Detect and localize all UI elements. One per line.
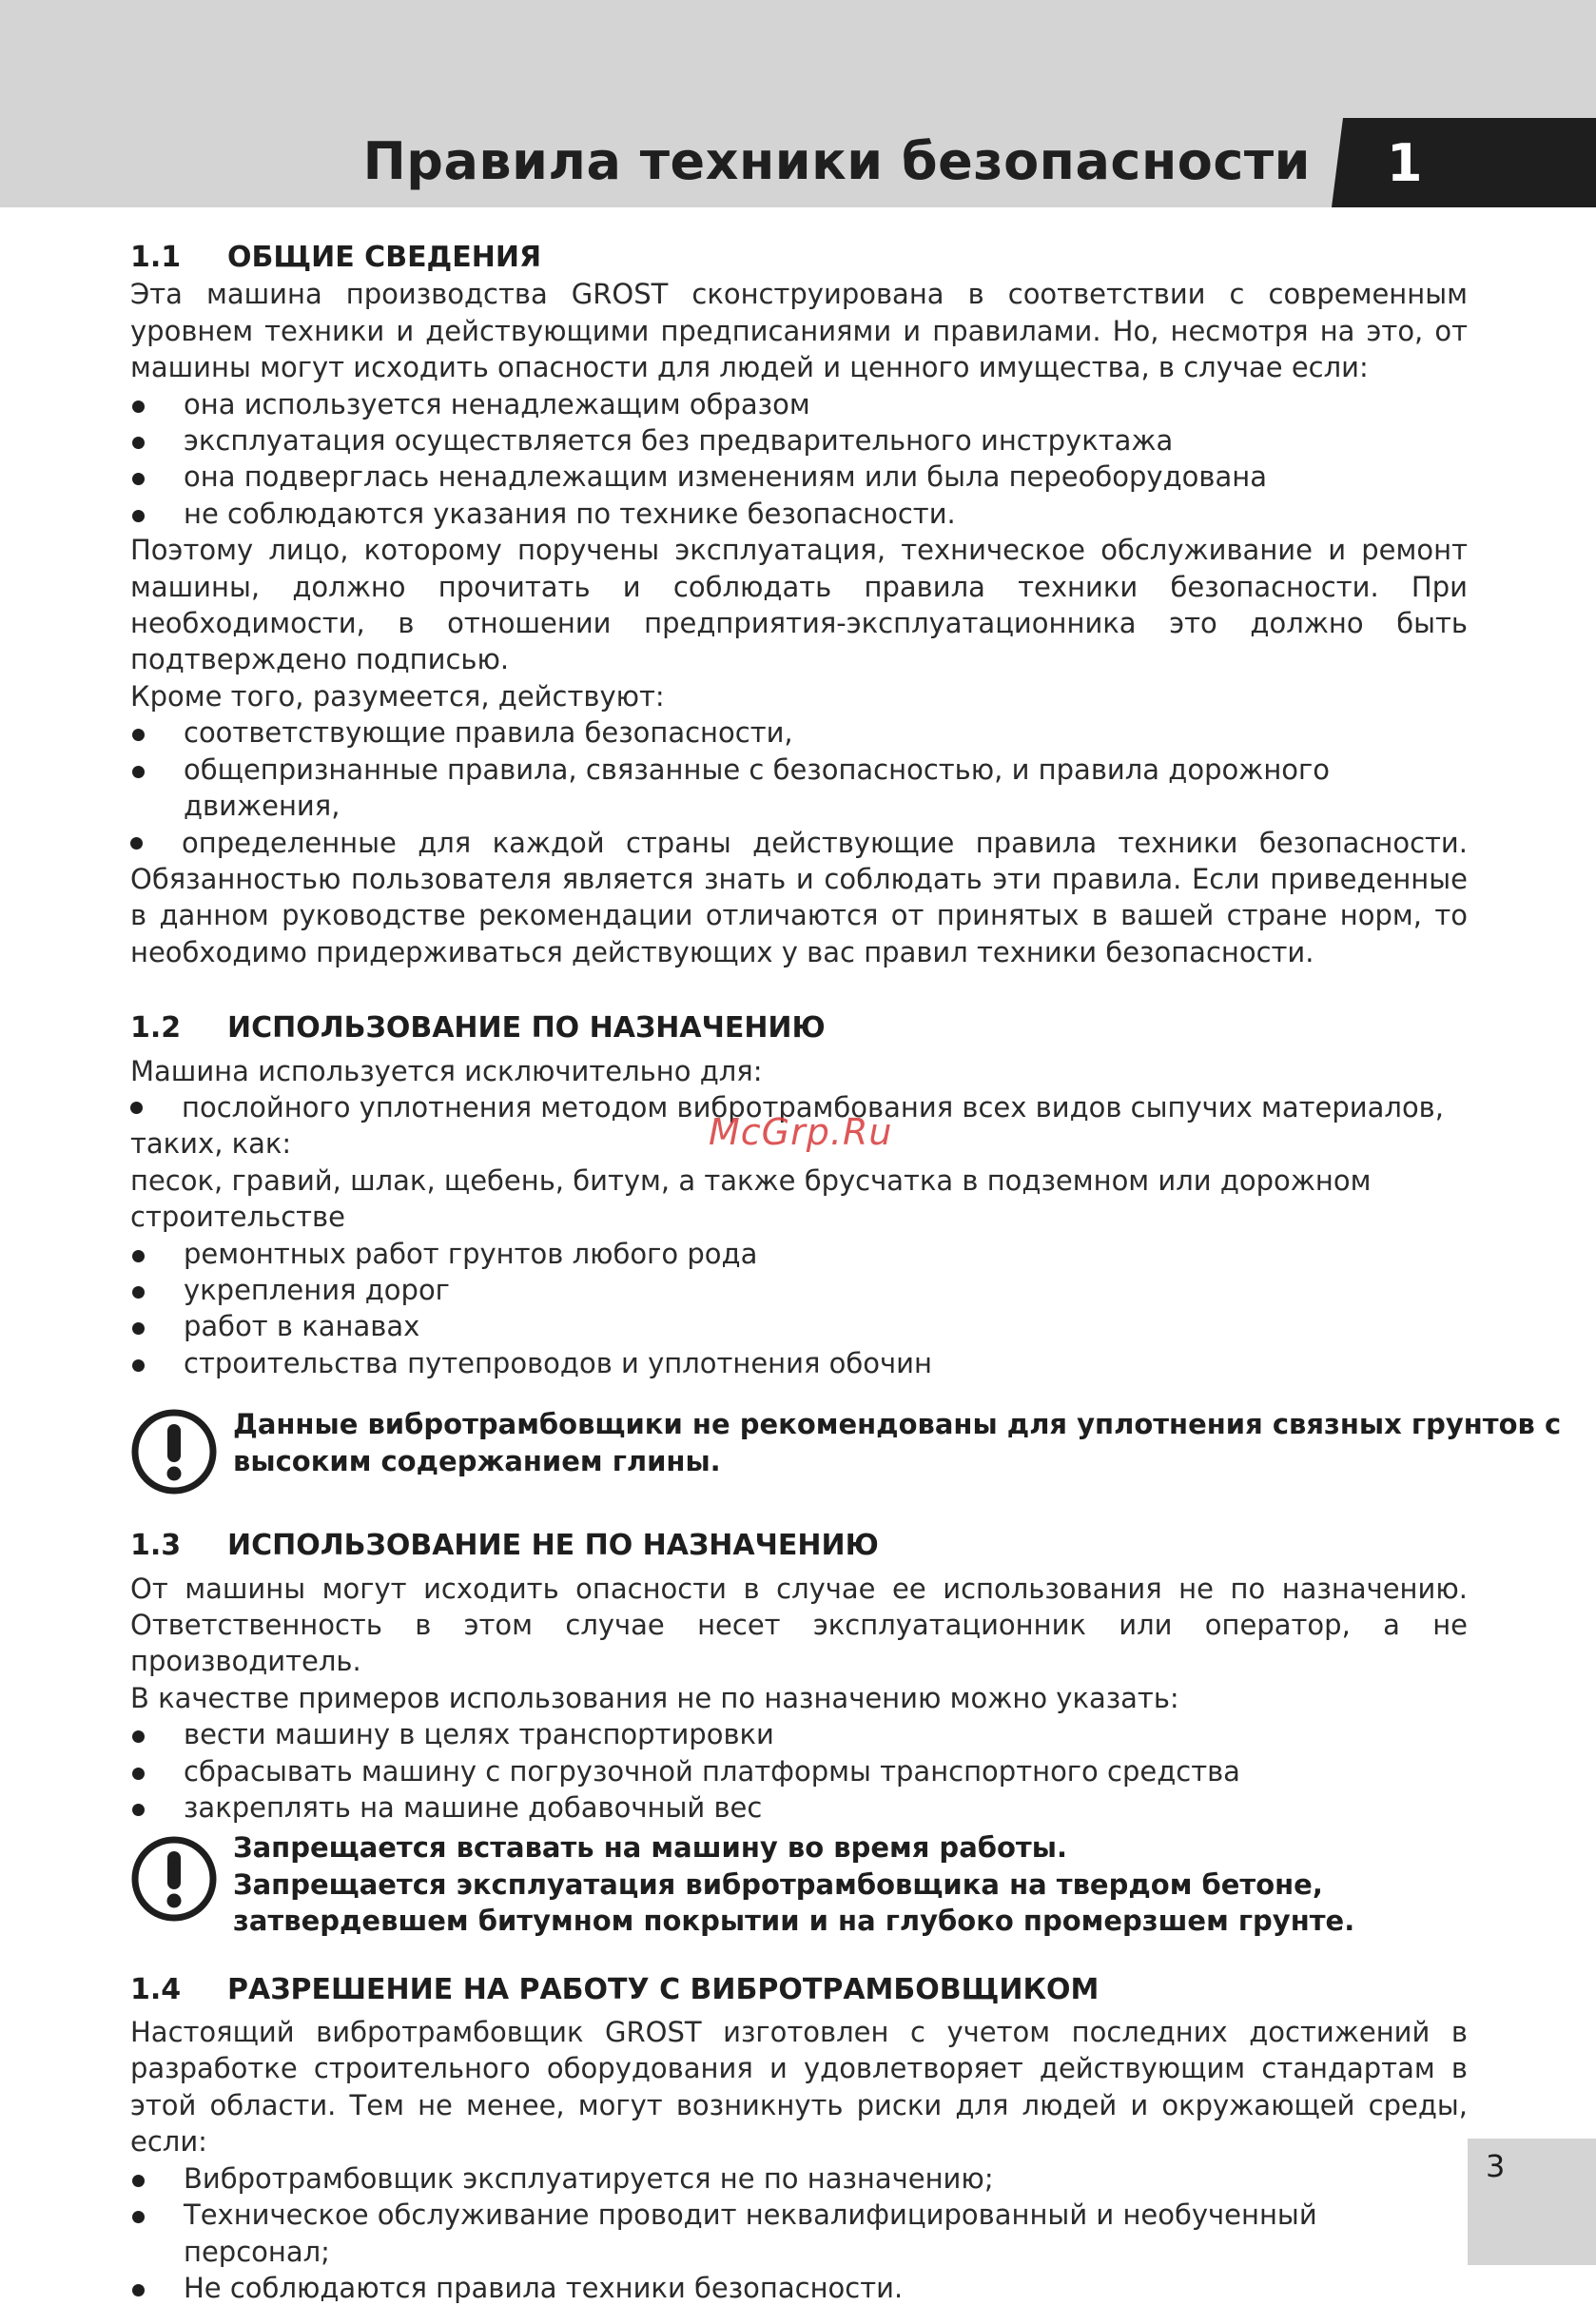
warning-note [130,1829,1468,1939]
paragraph: песок, гравий, шлак, щебень, битум, а также брусчатка в подземном или дорожном строительстве [130,1163,1372,1234]
page-title: Правила техники безопасности [362,131,1311,191]
paragraph: Поэтому лицо, которому поручены эксплуатация, техническое обслуживание и ремонт машины, должно прочитать и соблюдать правила техники безопасности. При необходимости, в отношении предприятия-эксплуатационника это должно быть подтверждено подписью. [130,534,1468,676]
list-item-text: послойного уплотнения методом вибротрамбования всех видов сыпучих материалов, таких, как: [130,1090,1444,1161]
list-item-wrapped [130,825,1468,971]
exclamation-warning-icon [130,1408,218,1495]
list-item-text: определенные для каждой страны действующие правила техники безопасности. Обязанностью пользователя является знать и соблюдать эти правила. Если приведенные в данном руководстве рекомендации отличаются от принятых в вашей стране норм, то необходимо придерживаться действующих у вас правил техники безопасности. [130,826,1468,968]
warning-line: Данные вибротрамбовщики не рекомендованы для уплотнения связных грунтов с [233,1408,1562,1441]
paragraph: Эта машина производства GROST сконструирована в соответствии с современным уровнем техники и действующими предписаниями и правилами. Но, несмотря на это, от машины могут исходить опасности для людей и ценного имущества, в случае если: [130,278,1468,384]
warning-line: затвердевшем битумном покрытии и на глубоко промерзшем грунте. [233,1905,1355,1938]
warning-line: Запрещается эксплуатация вибротрамбовщика на твердом бетоне, [233,1867,1323,1901]
list-item: не соблюдаются указания по технике безопасности. [130,496,1468,532]
warning-text [233,1406,1561,1479]
section-heading-1-1 [130,240,1468,276]
bullet-dot [130,1102,143,1114]
bullet-list [130,2160,1468,2306]
list-item: закреплять на машине добавочный вес [130,1789,1468,1826]
section-heading-1-4 [130,1972,1468,2008]
paragraph: Кроме того, разумеется, действуют: [130,679,665,713]
warning-note [130,1406,1562,1495]
page-number: 3 [1486,2148,1506,2184]
section-number: 1.1 [130,241,182,274]
section-heading-1-2 [130,1010,1468,1046]
list-item: укрепления дорог [130,1272,1468,1308]
main-content [130,240,1562,2306]
section-number: 1.2 [130,1011,182,1046]
exclamation-warning-icon [130,1835,218,1923]
paragraph: От машины могут исходить опасности в случае ее использования не по назначению. Ответственность в этом случае несет эксплуатационник или оператор, а не производитель. [130,1572,1468,1678]
list-item: Вибротрамбовщик эксплуатируется не по назначению; [130,2160,1468,2197]
section-number: 1.3 [130,1529,182,1563]
list-item: работ в канавах [130,1308,1468,1344]
section-number: 1.4 [130,1972,182,2006]
bullet-list [130,1716,1468,1826]
paragraph: Машина используется исключительно для: [130,1054,763,1087]
bullet-dot [130,837,143,850]
list-item: она используется ненадлежащим образом [130,386,1468,422]
list-item: она подверглась ненадлежащим изменениям или была переоборудована [130,459,1468,495]
chapter-tab [1332,118,1596,207]
list-item: вести машину в целях транспортировки [130,1716,1468,1752]
warning-line: высоким содержанием глины. [233,1444,721,1477]
bullet-list [130,714,1468,824]
list-item: Не соблюдаются правила техники безопасности. [130,2270,1468,2306]
paragraph: В качестве примеров использования не по назначению можно указать: [130,1681,1179,1714]
list-item: строительства путепроводов и уплотнения обочин [130,1345,1468,1381]
section-title: РАЗРЕШЕНИЕ НА РАБОТУ С ВИБРОТРАМБОВЩИКОМ [227,1972,1100,2006]
chapter-number: 1 [1387,133,1423,193]
paragraph: Настоящий вибротрамбовщик GROST изготовлен с учетом последних достижений в разработке строительного оборудования и удовлетворяет действующим стандартам в этой области. Тем не менее, могут возникнуть риски для людей и окружающей среды, если: [130,2016,1468,2159]
bullet-list [130,386,1468,533]
list-item: Техническое обслуживание проводит неквалифицированный и необученный персонал; [130,2197,1468,2270]
list-item: эксплуатация осуществляется без предварительного инструктажа [130,422,1468,459]
section-title: ОБЩИЕ СВЕДЕНИЯ [227,241,542,274]
section-title: ИСПОЛЬЗОВАНИЕ ПО НАЗНАЧЕНИЮ [227,1011,826,1046]
section-heading-1-3 [130,1528,1468,1564]
list-item: ремонтных работ грунтов любого рода [130,1236,1468,1272]
list-item: сбрасывать машину с погрузочной платформы транспортного средства [130,1753,1468,1789]
watermark: McGrp.Ru [709,1111,893,1153]
list-item: общепризнанные правила, связанные с безопасностью, и правила дорожного движения, [130,752,1468,825]
bullet-list [130,1236,1468,1382]
warning-text [233,1829,1354,1939]
list-item: соответствующие правила безопасности, [130,714,1468,751]
warning-line: Запрещается вставать на машину во время работы. [233,1831,1067,1865]
section-title: ИСПОЛЬЗОВАНИЕ НЕ ПО НАЗНАЧЕНИЮ [227,1529,879,1563]
